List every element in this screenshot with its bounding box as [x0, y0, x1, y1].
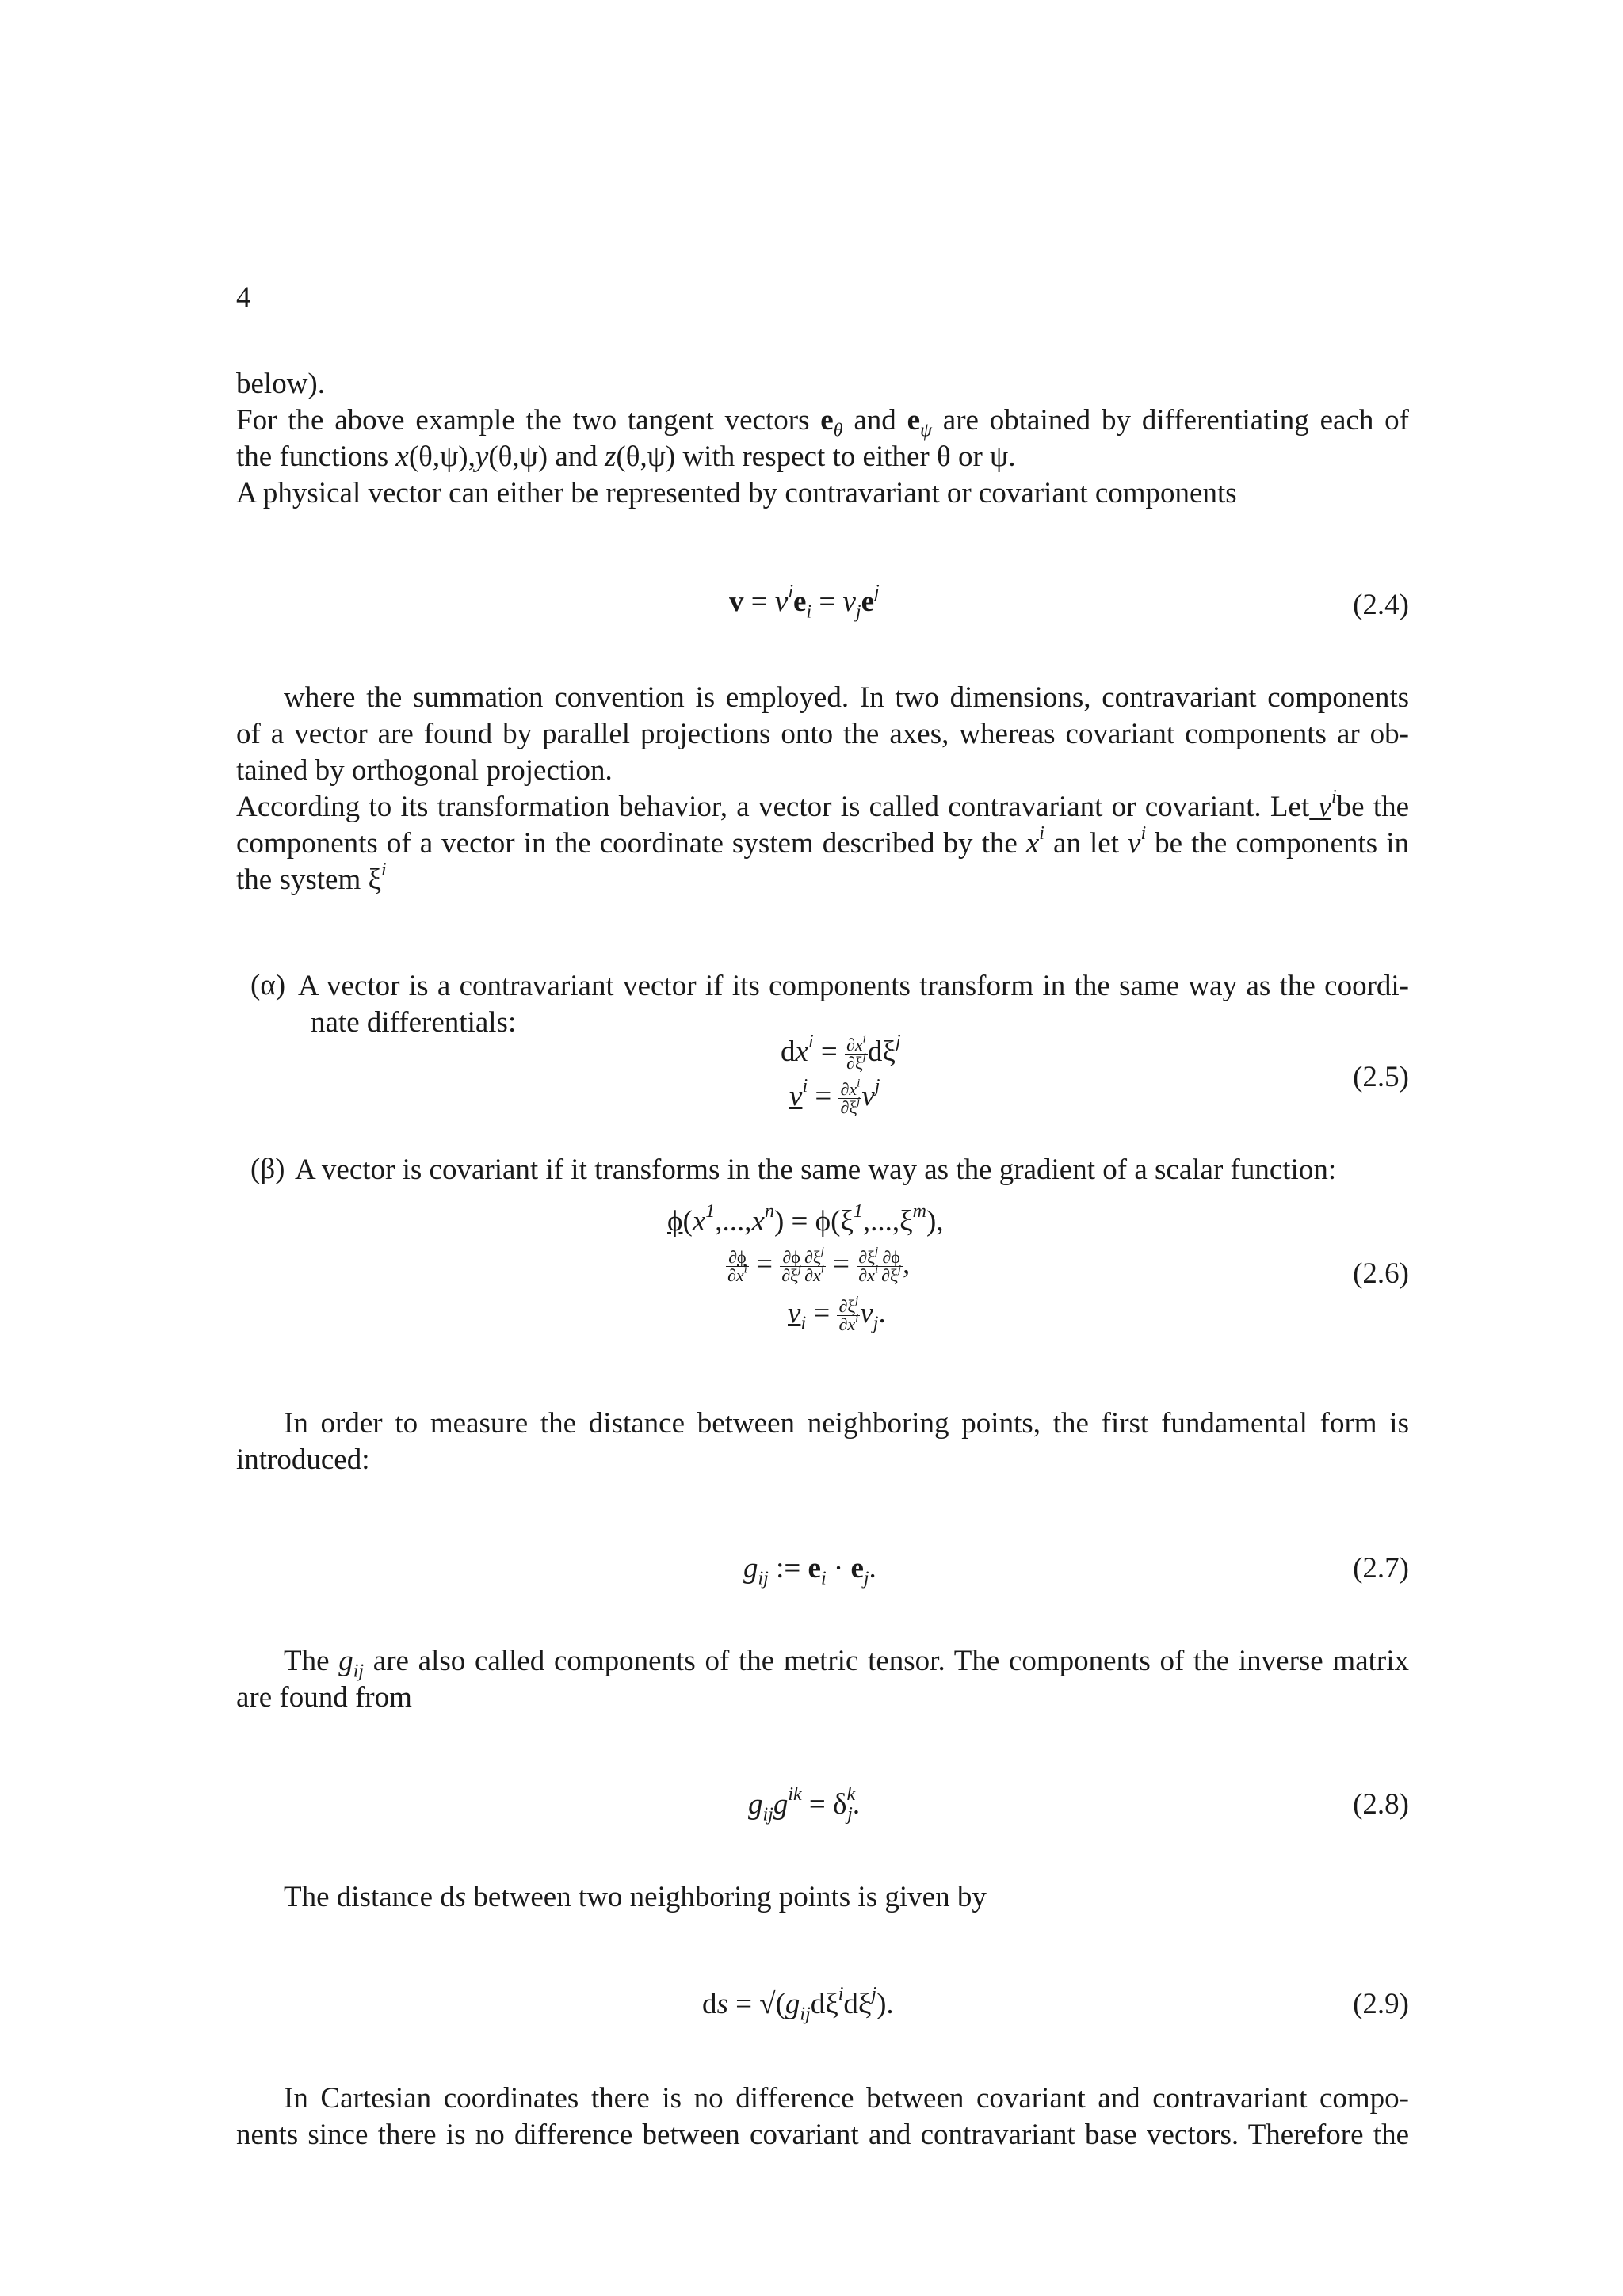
text-line: In order to measure the distance between neighboring points, the first fundamental form is [284, 1407, 1409, 1440]
equation-label: (2.8) [1353, 1788, 1409, 1821]
text-line: The distance ds between two neighboring points is given by [284, 1881, 987, 1913]
equation-label: (2.9) [1353, 1988, 1409, 2020]
equation-2-6-line3: $v_i$ = $\frac{\partial\xi^j}{\partial x^i}$ $v_j$. [788, 1294, 886, 1335]
text-line: In Cartesian coordinates there is no difference between covariant and contravariant compo- [284, 2082, 1409, 2115]
text-line: A vector is a contravariant vector if its components transform in the same way as the coordi- [298, 970, 1409, 1002]
text-line: where the summation convention is employed. In two dimensions, contravariant components [284, 681, 1409, 714]
text-line: The $g_{ij}$ are also called components of the metric tensor. The components of the inverse matrix [284, 1645, 1410, 1682]
equation-2-6-line1: $\phi(x^1,...,x^n) = \phi(\xi^1,...,\xi^m)$, [667, 1201, 944, 1238]
text-line: nents since there is no difference between covariant and contravariant base vectors. Therefore the [236, 2119, 1409, 2151]
text-line: the system $\xi^i$ [236, 860, 387, 896]
equation-2-6-line2: $\frac{\partial\phi}{\partial x^i}$ = $\frac{\partial\phi}{\partial\xi^j}$ $\frac{\partial\xi^j}{\partial x^i}$ = $\frac{\partial\xi^j}{\partial x^i}$ $\frac{\partial\phi}{\partial\xi^j}$ , [727, 1245, 911, 1286]
text-line: below). [236, 368, 325, 400]
text-line: components of a vector in the coordinate system described by the $x^i$ an let $v^i$ be the components in [236, 823, 1410, 860]
text-line: are found from [236, 1681, 412, 1714]
equation-2-8: $g_{ij}g^{ik} = \delta^k_j$. [748, 1784, 861, 1825]
text-line: For the above example the two tangent vectors $e_\theta$ and $e_\psi$ are obtained by differentiating each of [236, 404, 1410, 441]
text-line: A physical vector can either be represented by contravariant or covariant components [236, 477, 1237, 509]
page-number: 4 [236, 281, 251, 314]
equation-2-5-line1: $dx^i$ = $\frac{\partial x^i}{\partial\xi^j}$ $d\xi^j$ [781, 1032, 901, 1074]
text-line: of a vector are found by parallel projections onto the axes, whereas covariant components ar ob- [236, 718, 1409, 750]
equation-label: (2.4) [1353, 589, 1409, 621]
equation-label: (2.6) [1353, 1257, 1409, 1290]
item-marker-alpha: (α) [250, 969, 286, 1001]
equation-label: (2.7) [1353, 1552, 1409, 1585]
equation-2-4: $v = v^ie_i = v_je^j$ [729, 582, 880, 623]
equation-label: (2.5) [1353, 1061, 1409, 1093]
text-line: nate differentials: [311, 1006, 517, 1039]
text-line: introduced: [236, 1444, 370, 1476]
text-line: A vector is covariant if it transforms in the same way as the gradient of a scalar function: [295, 1154, 1337, 1186]
item-marker-beta: (β) [250, 1153, 285, 1185]
equation-2-7: $g_{ij}$ := $e_i \cdot e_j$. [743, 1552, 876, 1589]
equation-2-9: ds = $√(g_{ij}d\xi^id\xi^j)$. [702, 1984, 894, 2025]
text-line: the functions x(θ,ψ),y(θ,ψ) and z(θ,ψ) with respect to either θ or ψ. [236, 441, 1016, 473]
equation-2-5-line2: $v^i$ = $\frac{\partial x^i}{\partial\xi^j}$ $v^j$ [789, 1076, 880, 1118]
text-line: According to its transformation behavior, a vector is called contravariant or covariant. Let $v^ibe$ the [236, 787, 1410, 823]
text-line: tained by orthogonal projection. [236, 754, 613, 787]
